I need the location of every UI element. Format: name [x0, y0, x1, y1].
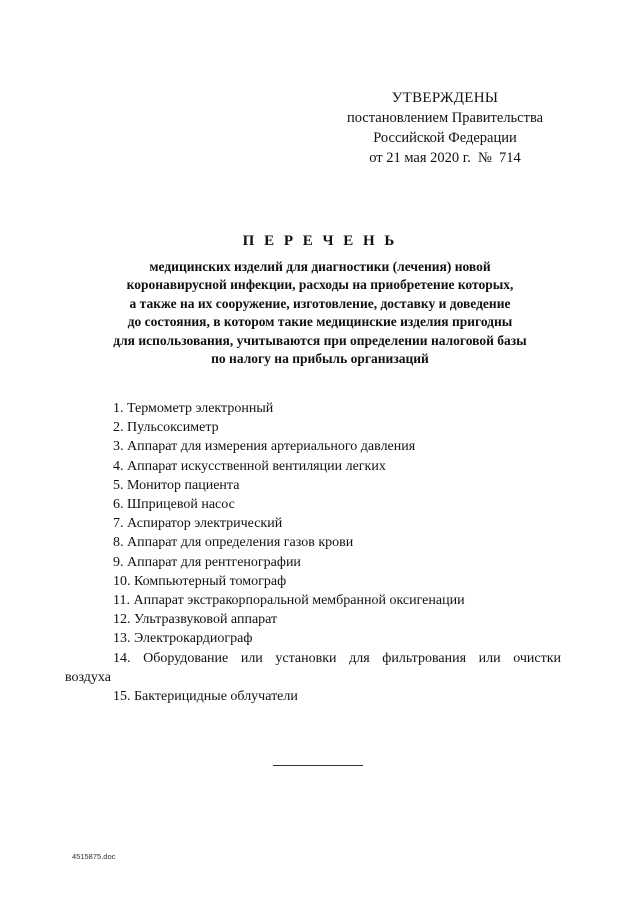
- list-item: 5. Монитор пациента: [113, 477, 240, 493]
- subtitle-line: а также на их сооружение, изготовление, доставку и доведение: [129, 295, 511, 311]
- list-item: 6. Шприцевой насос: [113, 497, 235, 513]
- file-reference: 4515875.doc: [72, 852, 116, 861]
- list-item: 15. Бактерицидные облучатели: [113, 689, 298, 705]
- list-item-line-1: 14. Оборудование или установки для фильтрования или очистки: [113, 650, 561, 666]
- list-item: 11. Аппарат экстракорпоральной мембранной оксигенации: [113, 593, 465, 609]
- approval-line-2: Российской Федерации: [373, 130, 517, 146]
- subtitle-line: коронавирусной инфекции, расходы на приобретение которых,: [126, 277, 514, 293]
- list-item-line-2: воздуха: [65, 669, 111, 685]
- closing-rule: [273, 765, 363, 766]
- list-item: 12. Ультразвуковой аппарат: [113, 612, 278, 628]
- approval-line-1: постановлением Правительства: [346, 110, 544, 126]
- subtitle-line: для использования, учитываются при определении налоговой базы: [113, 332, 527, 348]
- document-subtitle: [70, 258, 570, 368]
- subtitle-line: до состояния, в котором такие медицинские изделия пригодны: [127, 314, 513, 330]
- list-item: 4. Аппарат искусственной вентиляции легких: [113, 458, 386, 474]
- approval-date-line: [330, 148, 560, 168]
- subtitle-line: по налогу на прибыль организаций: [211, 351, 429, 367]
- list-item: [65, 649, 561, 687]
- document-title: П Е Р Е Ч Е Н Ь: [242, 233, 398, 249]
- list-item: 7. Аспиратор электрический: [113, 516, 283, 532]
- approval-heading: УТВЕРЖДЕНЫ: [391, 90, 499, 106]
- list-item: 10. Компьютерный томограф: [113, 573, 287, 589]
- list-item: 1. Термометр электронный: [113, 401, 274, 416]
- list-item: 9. Аппарат для рентгенографии: [113, 554, 301, 570]
- list-item: 3. Аппарат для измерения артериального давления: [113, 439, 416, 455]
- list-item: 13. Электрокардиограф: [113, 631, 253, 647]
- subtitle-line: медицинских изделий для диагностики (лечения) новой: [149, 259, 491, 274]
- approval-block: [330, 88, 560, 168]
- approval-date-text: от 21 мая 2020 г. № 714: [369, 150, 521, 166]
- device-list: [65, 399, 561, 706]
- list-item: 2. Пульсоксиметр: [113, 420, 219, 436]
- list-item: 8. Аппарат для определения газов крови: [113, 535, 354, 551]
